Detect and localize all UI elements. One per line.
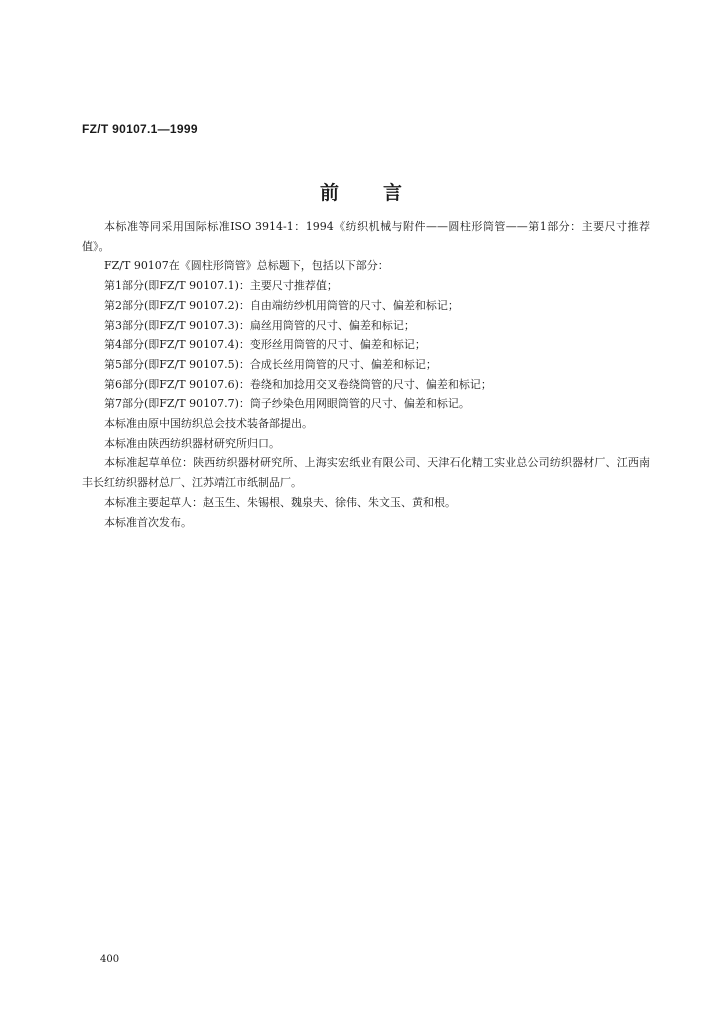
list-item: 第3部分(即FZ/T 90107.3)：扁丝用筒管的尺寸、偏差和标记； [104,318,415,332]
list-item: 第4部分(即FZ/T 90107.4)：变形丝用筒管的尺寸、偏差和标记； [104,338,426,352]
page-number: 400 [100,954,120,965]
list-item: 第6部分(即FZ/T 90107.6)：卷绕和加捻用交叉卷绕筒管的尺寸、偏差和标记； [104,377,492,391]
paragraph-drafting-units: 本标准起草单位：陕西纺织器材研究所、上海实宏纸业有限公司、天津石化精工实业总公司纺织器材厂、江西南丰长红纺织器材总厂、江苏靖江市纸制品厂。 [82,456,650,490]
paragraph-administrator: 本标准由陕西纺织器材研究所归口。 [104,436,280,450]
paragraph-drafters: 本标准主要起草人：赵玉生、朱锡根、魏泉夫、徐伟、朱文玉、黄和根。 [104,495,456,509]
paragraph-series: FZ/T 90107在《圆柱形筒管》总标题下，包括以下部分： [104,259,389,273]
list-item: 第1部分(即FZ/T 90107.1)：主要尺寸推荐值； [104,279,338,293]
list-item: 第7部分(即FZ/T 90107.7)：筒子纱染色用网眼筒管的尺寸、偏差和标记。 [104,397,470,411]
standard-code: FZ/T 90107.1—1999 [82,122,198,136]
paragraph-adoption: 本标准等同采用国际标准ISO 3914-1：1994《纺织机械与附件——圆柱形筒管——第1部分：主要尺寸推荐值》。 [82,220,650,253]
paragraph-proposer: 本标准由原中国纺织总会技术装备部提出。 [104,417,313,431]
section-heading: 前言 [319,182,446,204]
list-item: 第5部分(即FZ/T 90107.5)：合成长丝用筒管的尺寸、偏差和标记； [104,357,437,371]
paragraph-first-issue: 本标准首次发布。 [104,515,192,529]
body-text [82,217,650,532]
list-item: 第2部分(即FZ/T 90107.2)：自由端纺纱机用筒管的尺寸、偏差和标记； [104,298,459,312]
